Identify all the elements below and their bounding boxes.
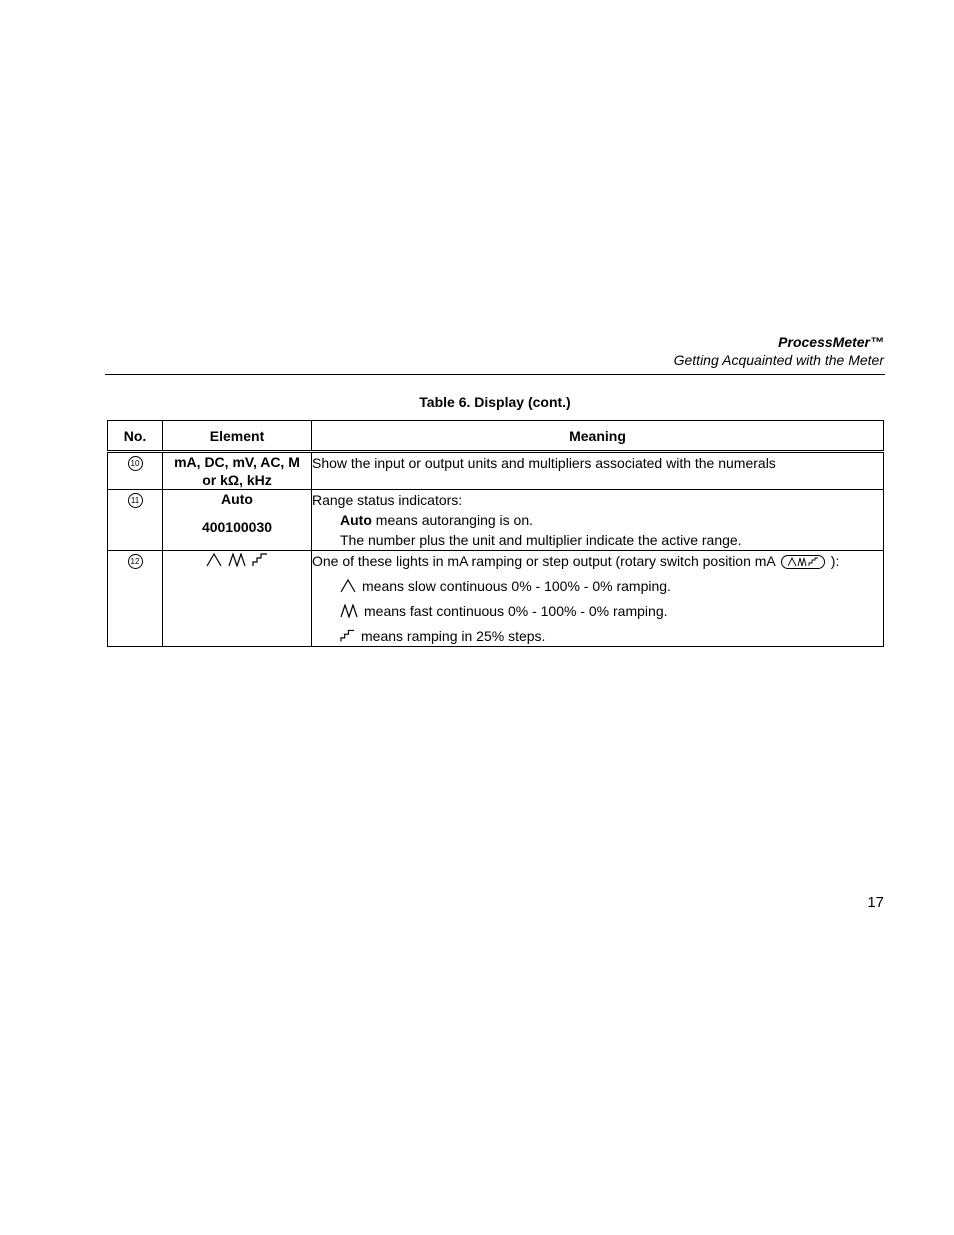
row-number-cell [108,551,163,647]
row-number-cell [108,490,163,551]
meaning-cell [312,551,884,647]
chapter-title: Getting Acquainted with the Meter [673,352,884,368]
list-item-text: means slow continuous 0% - 100% - 0% ramping. [362,578,671,594]
meaning-text: Range status indicators: [312,492,463,508]
element-text: mA, DC, mV, AC, M [174,454,300,470]
row-number-cell [108,452,163,490]
list-item [312,626,883,646]
element-text: or kΩ, kHz [202,472,272,488]
rotary-switch-ramp-icon [781,555,825,569]
meaning-text: ): [830,553,840,569]
page-number: 17 [867,894,884,911]
element-text: Auto [221,491,253,507]
product-name: ProcessMeter™ [778,334,884,350]
list-item-text: means fast continuous 0% - 100% - 0% ramping. [364,603,668,619]
element-text: 400100030 [201,519,273,535]
table-row [108,551,884,647]
element-cell [163,551,312,647]
circled-number: 12 [128,554,143,569]
step-ramp-icon [252,553,268,567]
fast-ramp-icon [228,553,246,567]
fast-ramp-icon [340,604,358,618]
meaning-text: Show the input or output units and multipliers associated with the numerals [312,455,776,471]
circled-number: 11 [128,493,143,508]
meaning-cell [312,490,884,551]
table-caption: Table 6. Display (cont.) [419,394,571,410]
list-item [312,576,883,596]
meaning-intro [312,551,883,571]
meaning-cell [312,452,884,490]
column-header-element: Element [163,421,312,452]
table-header-row [108,421,884,452]
meaning-text: One of these lights in mA ramping or step output (rotary switch position mA [312,553,775,569]
column-header-no: No. [108,421,163,452]
element-cell [163,490,312,551]
step-ramp-icon [340,629,355,643]
auto-keyword: Auto [340,512,372,528]
meaning-text [312,510,883,530]
header-rule [105,374,885,375]
slow-ramp-icon [206,553,222,567]
element-cell [163,452,312,490]
table-row [108,490,884,551]
display-table [107,420,884,647]
running-header [674,333,884,369]
list-item [312,601,883,621]
list-item-text: means ramping in 25% steps. [361,628,546,644]
meaning-text: The number plus the unit and multiplier indicate the active range. [340,532,742,548]
slow-ramp-icon [340,579,356,593]
circled-number: 10 [128,456,143,471]
meaning-text: means autoranging is on. [371,512,533,528]
column-header-meaning: Meaning [312,421,884,452]
table-row [108,452,884,490]
